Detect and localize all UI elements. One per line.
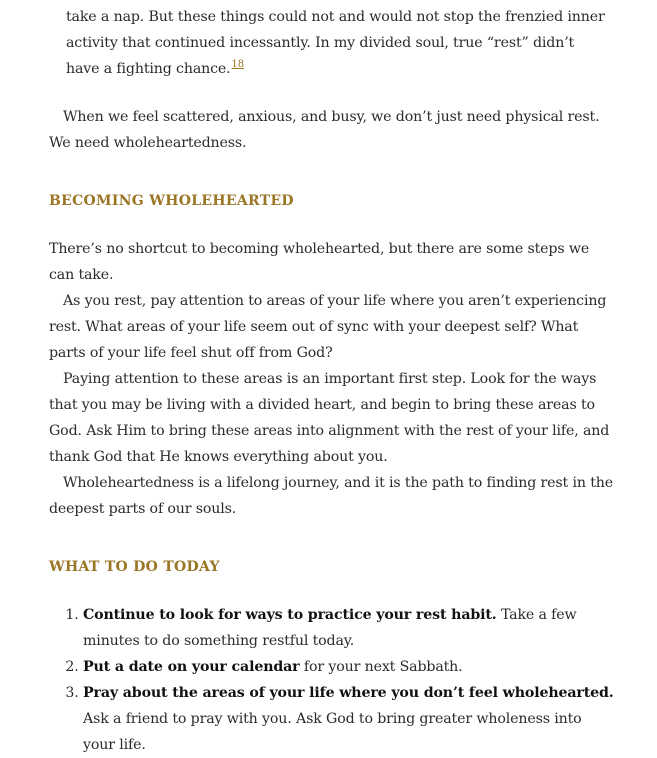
quote-text: take a nap. But these things could not and would not stop the frenzied inner activity that continued incessantly. In my divided soul, true “rest” didn’t have a fighting chance. [66, 9, 605, 77]
list-item-bold: Put a date on your calendar [83, 659, 300, 675]
body-paragraph: When we feel scattered, anxious, and busy, we don’t just need physical rest. We need wholeheartedness. [49, 109, 600, 151]
footnote-link[interactable]: 18 [231, 59, 244, 70]
list-item-bold: Pray about the areas of your life where you don’t feel wholehearted. [83, 685, 614, 701]
action-list [49, 602, 615, 758]
list-item [83, 654, 615, 680]
list-item [83, 680, 615, 758]
section-heading-becoming-wholehearted: BECOMING WHOLEHEARTED [49, 193, 294, 209]
list-item-text: Ask a friend to pray with you. Ask God to bring greater wholeness into your life. [83, 711, 582, 753]
section-heading-what-to-do-today: WHAT TO DO TODAY [49, 559, 220, 575]
body-paragraph: There’s no shortcut to becoming wholehearted, but there are some steps we can take. [49, 241, 590, 283]
block-quote [66, 4, 606, 82]
list-item-text: Take a few minutes to do something restful today. [83, 607, 577, 649]
body-paragraph: Wholeheartedness is a lifelong journey, and it is the path to finding rest in the deepest parts of our souls. [49, 475, 613, 517]
body-paragraph: As you rest, pay attention to areas of your life where you aren’t experiencing rest. What areas of your life seem out of sync with your deepest self? What parts of your life feel shut off from God? [49, 293, 607, 361]
list-item-text: for your next Sabbath. [299, 659, 463, 675]
list-item [83, 602, 615, 654]
list-item-bold: Continue to look for ways to practice your rest habit. [83, 607, 497, 623]
body-paragraph: Paying attention to these areas is an important first step. Look for the ways that you may be living with a divided heart, and begin to bring these areas to God. Ask Him to bring these areas into alignment with the rest of your life, and thank God that He knows everything about you. [49, 371, 610, 465]
page-content [49, 0, 615, 758]
